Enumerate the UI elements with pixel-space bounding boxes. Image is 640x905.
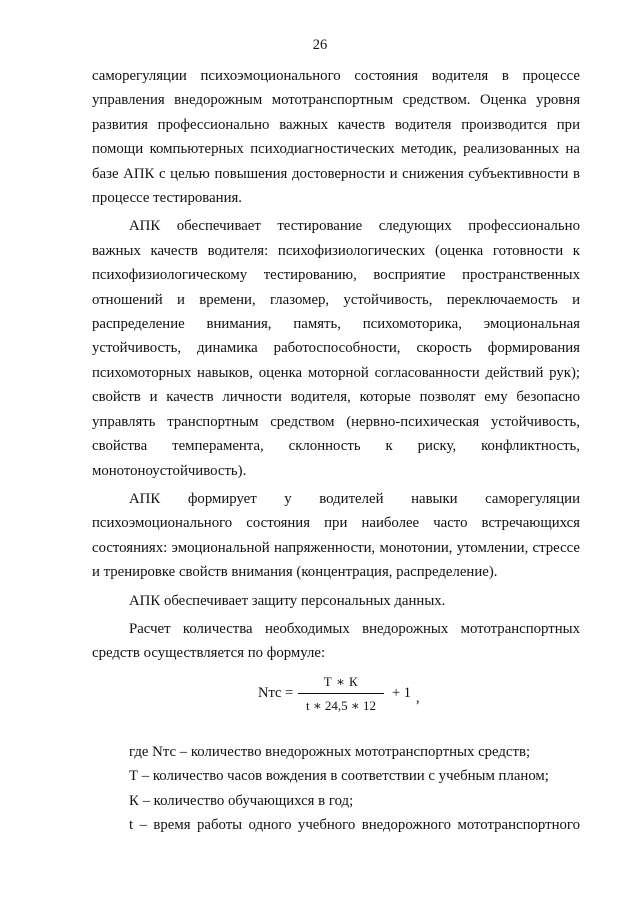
formula-comma: ,	[416, 690, 420, 706]
formula-lhs: Nтс =	[258, 685, 294, 701]
paragraph-3: АПК формирует у водителей навыки саморегуляции психоэмоционального состояния при наиболее часто встречающихся состояниях: эмоциональной напряженности, монотонии, утомлении, стрессе и тренировке свойств внимания (концентрация, распределение).	[92, 490, 580, 581]
definition-ntc: где Nтс – количество внедорожных мототранспортных средств;	[129, 744, 531, 760]
body-text	[92, 64, 580, 666]
definition-k: К – количество обучающихся в год;	[129, 792, 354, 809]
fraction-bar	[298, 693, 384, 694]
definition-t: Т – количество часов вождения в соответствии с учебным планом;	[129, 768, 549, 785]
page-number: 26	[312, 37, 328, 53]
formula-denominator: t ∗ 24,5 ∗ 12	[305, 698, 377, 713]
formula-definitions	[92, 740, 580, 838]
formula	[240, 672, 500, 722]
formula-rhs: + 1	[392, 685, 412, 701]
formula-fraction	[298, 672, 384, 716]
paragraph-1: саморегуляции психоэмоционального состояния водителя в процессе управления внедорожным мототранспортным средством. Оценка уровня развития профессионально важных качеств водителя производится при помощи компьютерных психодиагностических методик, реализованных на базе АПК с целью повышения достоверности и снижения субъективности в процессе тестирования.	[92, 68, 580, 207]
paragraph-2: АПК обеспечивает тестирование следующих профессионально важных качеств водителя: психофизиологических (оценка готовности к психофизиологическому тестированию, восприятие пространственных отношений и времени, глазомер, устойчивость, переключаемость и распределение внимания, память, психомоторика, эмоциональная устойчивость, динамика работоспособности, скорость формирования психомоторных навыков, оценка моторной согласованности действий рук); свойств и качеств личности водителя, которые позволят ему безопасно управлять транспортным средством (нервно-психическая устойчивость, свойства темперамента, склонность к риску, конфликтность, монотоноустойчивость).	[92, 218, 580, 479]
formula-numerator: Т ∗ К	[323, 674, 359, 689]
paragraph-4: АПК обеспечивает защиту персональных данных.	[129, 592, 446, 609]
paragraph-5: Расчет количества необходимых внедорожных мототранспортных средств осуществляется по формуле:	[92, 620, 580, 662]
definition-t-small: t – время работы одного учебного внедорожного мототранспортного	[129, 817, 580, 834]
